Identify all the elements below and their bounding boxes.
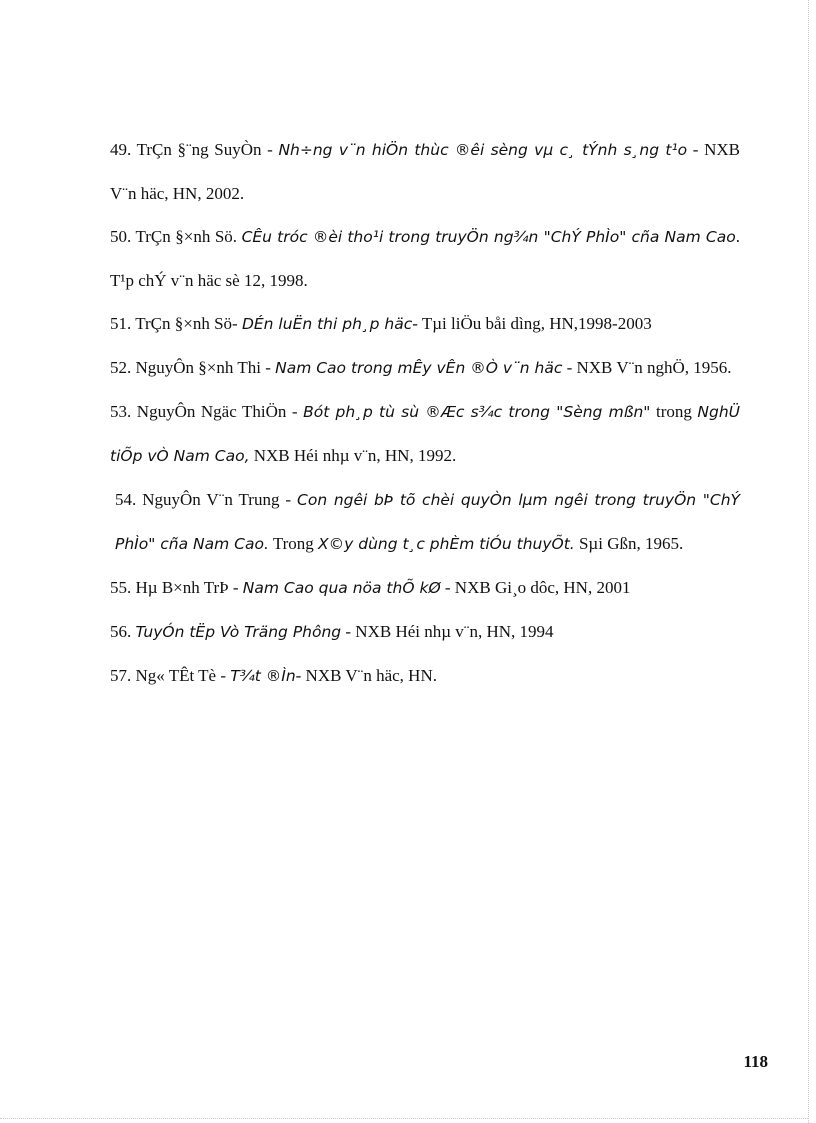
ref-author: TrÇn §×nh Sö.	[135, 227, 242, 246]
ref-publisher: . T¹p chÝ v¨n häc sè 12, 1998.	[110, 227, 740, 290]
ref-number: 57.	[110, 666, 132, 685]
ref-author: NguyÔn V¨n Trung -	[142, 490, 298, 509]
ref-title-cont: X©y dùng t¸c phÈm tiÓu thuyÕt.	[318, 535, 575, 553]
reference-item-49	[110, 128, 740, 215]
reference-list	[110, 128, 740, 698]
ref-number: 52.	[110, 358, 132, 377]
ref-publisher: - NXB V¨n häc, HN.	[295, 666, 437, 685]
ref-number: 49.	[110, 140, 132, 159]
ref-author: NguyÔn Ngäc ThiÖn -	[136, 402, 304, 421]
ref-publisher-cont: NXB Héi nhµ v¨n, HN, 1992.	[249, 446, 457, 465]
ref-publisher: trong	[650, 402, 698, 421]
ref-author: Hµ B×nh TrÞ -	[135, 578, 243, 597]
ref-title: Nam Cao qua nöa thÕ kØ	[242, 579, 441, 597]
ref-title: T¾t ®Ìn	[230, 667, 296, 685]
ref-title: Nh÷ng v¨n hiÖn thùc ®êi sèng vµ c¸ tÝnh s¸ng t¹o	[278, 141, 688, 159]
ref-author: TrÇn §×nh Sö-	[135, 314, 242, 333]
ref-number: 51.	[110, 314, 132, 333]
ref-publisher: - NXB V¨n häc, HN, 2002.	[110, 140, 740, 203]
ref-title: CÊu tróc ®èi tho¹i trong truyÖn ng¾n "ChÝ PhÌo" cña Nam Cao	[241, 228, 736, 246]
ref-publisher: - Tµi liÖu båi dìng, HN,1998-2003	[412, 314, 652, 333]
reference-item-51	[110, 302, 740, 346]
ref-number: 55.	[110, 578, 132, 597]
ref-number: 53.	[110, 402, 132, 421]
ref-number: 50.	[110, 227, 132, 246]
ref-publisher: - NXB Héi nhµ v¨n, HN, 1994	[341, 622, 554, 641]
ref-publisher: Trong	[268, 534, 319, 553]
ref-author: NguyÔn §×nh Thi -	[135, 358, 276, 377]
ref-number: 54.	[115, 490, 137, 509]
ref-title-cont: NghÜ tiÕp vÒ Nam Cao,	[110, 403, 741, 465]
reference-item-52	[110, 346, 740, 390]
ref-title: Bót ph¸p tù sù ®Æc s¾c trong "Sèng mßn"	[303, 403, 651, 421]
ref-publisher-cont: Sµi Gßn, 1965.	[574, 534, 684, 553]
ref-title: Con ngêi bÞ tõ chèi quyÒn lµm ngêi trong truyÖn "ChÝ PhÌo" cña Nam Cao.	[115, 491, 740, 553]
ref-title: Nam Cao trong mÊy vÊn ®Ò v¨n häc	[275, 359, 563, 377]
ref-number: 56.	[110, 622, 132, 641]
ref-title: DÉn luËn thi ph¸p häc	[241, 315, 413, 333]
ref-author: Ng« TÊt Tè -	[135, 666, 231, 685]
ref-publisher: - NXB Gi¸o dôc, HN, 2001	[440, 578, 631, 597]
page-border-bottom	[0, 1118, 808, 1119]
ref-author: TrÇn §¨ng SuyÒn -	[136, 140, 279, 159]
page-border-right	[808, 0, 809, 1123]
reference-item-53	[110, 390, 740, 478]
reference-item-54	[110, 478, 740, 566]
reference-item-50	[110, 215, 740, 302]
ref-title: TuyÓn tËp Vò Träng Phông	[135, 623, 342, 641]
ref-publisher: - NXB V¨n nghÖ, 1956.	[562, 358, 732, 377]
reference-item-55	[110, 566, 740, 610]
reference-item-57	[110, 654, 740, 698]
reference-item-56	[110, 610, 740, 654]
page-number: 118	[743, 1052, 768, 1071]
